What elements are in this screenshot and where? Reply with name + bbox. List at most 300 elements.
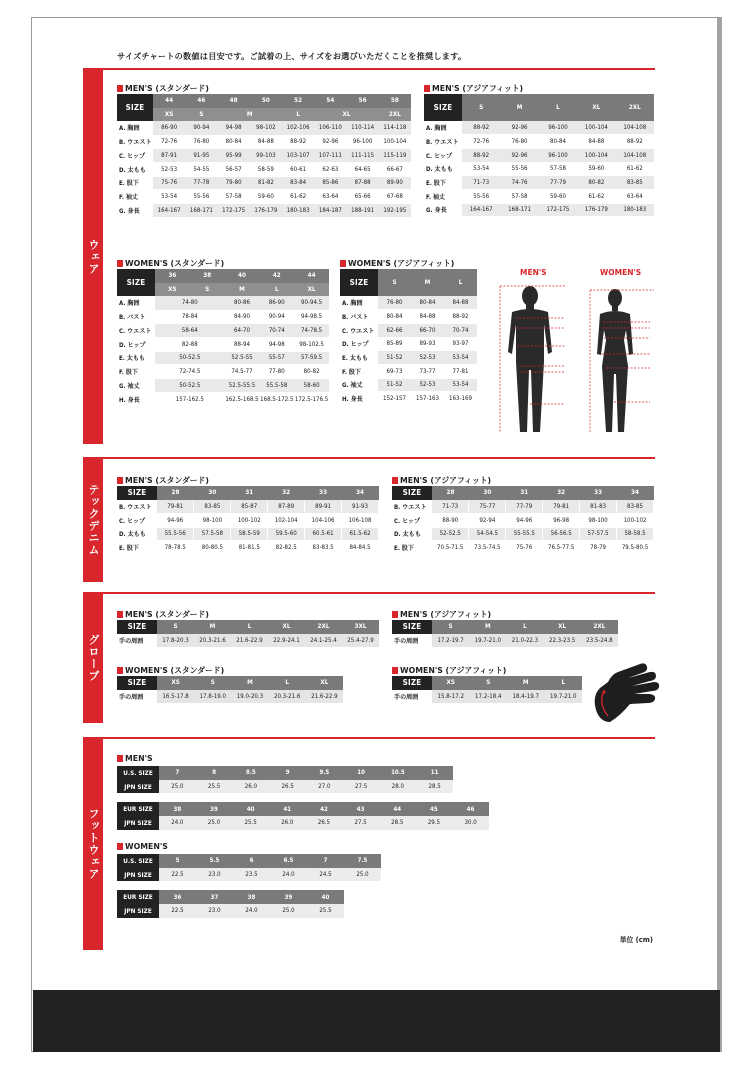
table-cell: 81-81.5	[231, 541, 268, 555]
table-cell: 90-94.5	[294, 296, 329, 310]
table-cell: 84-90	[225, 310, 260, 324]
table-row	[392, 690, 582, 704]
table-cell: 8	[196, 766, 233, 780]
table-row	[424, 135, 654, 149]
table-cell: 80-84	[539, 135, 577, 149]
table-cell: 23.5-24.8	[581, 634, 618, 648]
table-cell: 55-56	[185, 190, 217, 204]
row-label: D. 太もも	[119, 531, 146, 539]
table-cell: 115-119	[379, 149, 411, 163]
size-letter: XS	[153, 108, 185, 122]
table-cell: 180-183	[616, 203, 654, 217]
table-cell: 24.1-25.4	[305, 634, 342, 648]
table-cell: 43	[342, 802, 379, 816]
table-cell: 99-103	[250, 149, 282, 163]
size-number: 50	[250, 94, 282, 108]
table-cell: 114-118	[379, 121, 411, 135]
table-cell: 65-66	[347, 190, 379, 204]
table-cell: 79-81	[157, 500, 194, 514]
row-label: H. 身長	[342, 396, 363, 404]
table-cell: 30.0	[452, 816, 489, 830]
row-label: D. 太もも	[426, 166, 453, 174]
table-cell: 26.0	[233, 780, 270, 794]
table-cell: 84-84.5	[342, 541, 379, 555]
table-cell: 71-73	[462, 176, 500, 190]
table-cell: 28.5	[416, 780, 453, 794]
table-cell: 104-108	[616, 121, 654, 135]
table-cell: 26.5	[306, 816, 343, 830]
row-label: E. 股下	[119, 180, 139, 188]
table-cell: 94-98	[259, 337, 294, 351]
table-cell: 52-53	[153, 162, 185, 176]
section-divider	[83, 592, 655, 594]
size-letter: 2XL	[379, 108, 411, 122]
table-cell: 100-104	[577, 148, 615, 162]
denim-men-asia-block	[392, 475, 654, 555]
row-label: E. 太もも	[342, 355, 369, 363]
header-row	[424, 94, 654, 121]
table-cell: 80-82	[294, 365, 329, 379]
header-row	[117, 269, 329, 283]
table-cell: 27.0	[306, 780, 343, 794]
size-column-header: 2XL	[305, 620, 342, 634]
row-label: E. 股下	[119, 545, 139, 553]
table-cell: 172.5-176.5	[294, 392, 329, 406]
table-cell: 176-179	[577, 203, 615, 217]
table-row	[117, 527, 379, 541]
row-label: D. ヒップ	[119, 341, 146, 349]
size-header: SIZE	[117, 620, 157, 634]
table-cell: 24.5	[307, 868, 344, 882]
notice-text: サイズチャートの数値は目安です。ご試着の上、サイズをお選びいただくことを推奨します。	[117, 51, 467, 61]
table-cell: 18.4-19.7	[507, 690, 545, 704]
table-cell: 98-100	[580, 513, 617, 527]
table-cell: 111-115	[347, 149, 379, 163]
size-column-header: 28	[157, 486, 194, 500]
row-label: U.S. SIZE	[117, 854, 159, 868]
table-cell: 91-95	[185, 149, 217, 163]
table-cell: 92-96	[314, 135, 346, 149]
wear-women-asia-table	[340, 269, 477, 406]
size-column-header: 34	[617, 486, 654, 500]
table-row	[392, 500, 654, 514]
footer-bar	[33, 990, 720, 1052]
row-label: H. 身長	[119, 396, 140, 404]
size-letter: XS	[155, 283, 190, 297]
table-cell: 17.2-19.7	[432, 634, 469, 648]
table-cell: 87-89	[268, 500, 305, 514]
size-number: 58	[379, 94, 411, 108]
table-cell: 22.9-24.1	[268, 634, 305, 648]
table-cell: 76-80	[185, 135, 217, 149]
table-cell: 80-82	[577, 176, 615, 190]
table-cell: 27.5	[343, 780, 380, 794]
row-label: B. ウエスト	[119, 503, 152, 511]
size-row	[117, 766, 453, 780]
table-cell: 61.5-62	[342, 527, 379, 541]
table-cell: 22.3-23.5	[544, 634, 581, 648]
size-number: 42	[259, 269, 294, 283]
table-cell: 184-187	[314, 204, 346, 218]
size-letter: M	[225, 283, 260, 297]
row-label: E. 太もも	[119, 355, 146, 363]
table-cell: 60-61	[282, 162, 314, 176]
table-cell: 63-64	[616, 189, 654, 203]
table-row	[392, 541, 654, 555]
table-cell: 88-92	[282, 135, 314, 149]
table-cell: 77-78	[185, 176, 217, 190]
table-cell: 164-167	[153, 204, 185, 218]
size-number: 48	[218, 94, 250, 108]
row-label: A. 胸囲	[426, 125, 447, 133]
table-cell: 50-52.5	[155, 351, 225, 365]
table-cell: 55-57	[259, 351, 294, 365]
table-cell: 59.5-60	[268, 527, 305, 541]
table-row	[117, 310, 329, 324]
table-row	[117, 541, 379, 555]
table-cell: 96-100	[539, 121, 577, 135]
glove-men-asia-table	[392, 620, 618, 647]
section-divider	[83, 737, 655, 739]
size-letter: XL	[314, 108, 379, 122]
table-cell: 52.5-55	[225, 351, 260, 365]
table-cell: 85-87	[231, 500, 268, 514]
sidebar-wear: ウェア	[83, 69, 103, 444]
table-cell: 24.0	[270, 868, 307, 882]
table-cell: 104-106	[305, 513, 342, 527]
table-cell: 77-79	[539, 176, 577, 190]
table-cell: 22.5	[159, 904, 196, 918]
table-row	[117, 351, 329, 365]
table-cell: 10.5	[380, 766, 417, 780]
table-cell: 23.5	[233, 868, 270, 882]
table-cell: 78-79	[580, 541, 617, 555]
table-cell: 25.0	[344, 868, 381, 882]
size-letter: S	[190, 283, 225, 297]
table-cell: 20.3-21.6	[269, 690, 306, 704]
table-cell: 106-110	[314, 121, 346, 135]
figure-label-men: MEN'S	[520, 268, 547, 277]
table-cell: 38	[233, 890, 270, 904]
size-column-header: M	[507, 676, 545, 690]
table-cell: 78-84	[155, 310, 225, 324]
table-cell: 60.5-61	[305, 527, 342, 541]
table-cell: 19.7-21.0	[545, 690, 583, 704]
size-header: SIZE	[117, 486, 157, 500]
size-number: 40	[225, 269, 260, 283]
block-title: MEN'S (スタンダード)	[117, 609, 379, 620]
size-column-header: 33	[580, 486, 617, 500]
table-cell: 94-98.5	[294, 310, 329, 324]
table-cell: 93-97	[444, 337, 477, 351]
table-cell: 38	[159, 802, 196, 816]
size-column-header: M	[500, 94, 538, 121]
wear-women-std-table	[117, 269, 329, 406]
footwear-men-title: MEN'S	[117, 753, 489, 764]
footwear-men-eur-table	[117, 802, 489, 829]
table-cell: 168.5-172.5	[259, 392, 294, 406]
table-cell: 17.8-20.3	[157, 634, 194, 648]
table-cell: 86-90	[153, 121, 185, 135]
block-title: WOMEN'S (アジアフィット)	[392, 665, 582, 676]
table-cell: 100-104	[577, 121, 615, 135]
footwear-women-eur-table	[117, 890, 344, 917]
table-cell: 98-100	[194, 513, 231, 527]
table-row	[340, 378, 477, 392]
table-cell: 25.0	[196, 816, 233, 830]
size-letter: L	[282, 108, 314, 122]
table-cell: 53-54	[444, 378, 477, 392]
table-cell: 59-60	[539, 189, 577, 203]
table-cell: 82-88	[155, 337, 225, 351]
row-label: E. 股下	[394, 545, 414, 553]
row-label: EUR SIZE	[117, 802, 159, 816]
table-cell: 61-62	[616, 162, 654, 176]
table-cell: 51-52	[378, 351, 411, 365]
table-cell: 23.0	[196, 904, 233, 918]
row-label: 手の周囲	[119, 694, 144, 702]
table-cell: 5.5	[196, 854, 233, 868]
table-cell: 102-106	[282, 121, 314, 135]
denim-men-std-table	[117, 486, 379, 555]
size-column-header: L	[539, 94, 577, 121]
wear-women-asia-block	[340, 258, 477, 406]
size-column-header: 31	[231, 486, 268, 500]
sidebar-denim: テックデニム	[83, 458, 103, 582]
table-cell: 41	[269, 802, 306, 816]
table-cell: 9	[269, 766, 306, 780]
table-cell: 75-76	[153, 176, 185, 190]
size-row	[117, 854, 381, 868]
table-cell: 39	[270, 890, 307, 904]
body-measurement-figure	[490, 282, 658, 440]
table-cell: 92-96	[500, 148, 538, 162]
table-cell: 70.5-71.5	[432, 541, 469, 555]
table-cell: 58.5-59	[231, 527, 268, 541]
table-cell: 92-96	[500, 121, 538, 135]
row-label: U.S. SIZE	[117, 766, 159, 780]
table-cell: 44	[379, 802, 416, 816]
table-cell: 57.5-58	[194, 527, 231, 541]
table-cell: 88-92	[462, 148, 500, 162]
size-column-header: 32	[268, 486, 305, 500]
size-header: SIZE	[392, 620, 432, 634]
table-cell: 73-77	[411, 364, 444, 378]
table-cell: 46	[452, 802, 489, 816]
table-cell: 15.8-17.2	[432, 690, 470, 704]
size-row	[117, 890, 344, 904]
table-cell: 74-76	[500, 176, 538, 190]
row-label: C. ヒップ	[426, 152, 453, 160]
table-row	[117, 365, 329, 379]
table-row	[392, 513, 654, 527]
table-cell: 23.0	[196, 868, 233, 882]
header-row	[392, 620, 618, 634]
block-title: WOMEN'S (スタンダード)	[117, 665, 343, 676]
table-row	[117, 135, 411, 149]
size-letter: L	[259, 283, 294, 297]
block-title: MEN'S (アジアフィット)	[392, 609, 618, 620]
table-cell: 52-53	[411, 378, 444, 392]
glove-women-asia-block	[392, 665, 582, 703]
row-label: B. バスト	[119, 314, 146, 322]
table-row	[424, 176, 654, 190]
table-row	[424, 203, 654, 217]
size-header: SIZE	[117, 94, 153, 121]
table-cell: 11	[416, 766, 453, 780]
table-cell: 29.5	[416, 816, 453, 830]
size-column-header: XL	[544, 620, 581, 634]
table-cell: 83-84	[282, 176, 314, 190]
table-cell: 100-104	[379, 135, 411, 149]
table-cell: 7	[307, 854, 344, 868]
table-cell: 79-80	[218, 176, 250, 190]
row-label: C. ウエスト	[119, 328, 152, 336]
footwear-women-title: WOMEN'S	[117, 841, 381, 852]
size-column-header: S	[470, 676, 508, 690]
row-label: C. ウエスト	[342, 327, 375, 335]
table-cell: 54-54.5	[469, 527, 506, 541]
table-cell: 73.5-74.5	[469, 541, 506, 555]
table-row	[117, 337, 329, 351]
row-label: C. ヒップ	[119, 153, 146, 161]
table-row	[117, 162, 411, 176]
jpn-row	[117, 904, 344, 918]
block-title: MEN'S (スタンダード)	[117, 475, 379, 486]
table-cell: 74-78.5	[294, 324, 329, 338]
wear-men-std-table	[117, 94, 411, 218]
size-column-header: 30	[469, 486, 506, 500]
table-row	[117, 392, 329, 406]
row-label: D. 太もも	[394, 531, 421, 539]
table-cell: 52-52.5	[432, 527, 469, 541]
sidebar-footwear: フットウェア	[83, 738, 103, 950]
size-column-header: 30	[194, 486, 231, 500]
table-cell: 100-102	[231, 513, 268, 527]
row-label: EUR SIZE	[117, 890, 159, 904]
table-cell: 53-54	[444, 351, 477, 365]
size-column-header: S	[432, 620, 469, 634]
glove-men-std-table	[117, 620, 379, 647]
unit-note: 単位 (cm)	[619, 936, 653, 944]
table-cell: 26.5	[269, 780, 306, 794]
table-cell: 74-80	[155, 296, 225, 310]
size-letter: M	[218, 108, 283, 122]
table-cell: 80-80.5	[194, 541, 231, 555]
table-row	[117, 634, 379, 648]
table-cell: 85-89	[378, 337, 411, 351]
table-cell: 59-60	[577, 162, 615, 176]
table-cell: 81-83	[580, 500, 617, 514]
table-cell: 176-179	[250, 204, 282, 218]
table-cell: 22.5	[159, 868, 196, 882]
header-row	[117, 620, 379, 634]
table-cell: 57-58	[500, 189, 538, 203]
table-row	[117, 121, 411, 135]
table-cell: 83-85	[194, 500, 231, 514]
table-cell: 79.5-80.5	[617, 541, 654, 555]
table-cell: 27.5	[342, 816, 379, 830]
table-cell: 168-171	[185, 204, 217, 218]
size-header: SIZE	[340, 269, 378, 296]
table-cell: 77-80	[259, 365, 294, 379]
size-number: 44	[153, 94, 185, 108]
table-cell: 25.5	[307, 904, 344, 918]
table-cell: 96-100	[539, 148, 577, 162]
table-cell: 82-82.5	[268, 541, 305, 555]
table-cell: 28.0	[380, 780, 417, 794]
wear-women-std-block	[117, 258, 329, 406]
table-cell: 76.5-77.5	[543, 541, 580, 555]
size-column-header: M	[469, 620, 506, 634]
table-cell: 24.0	[159, 816, 196, 830]
table-cell: 66-67	[379, 162, 411, 176]
sidebar-glove: グローブ	[83, 593, 103, 723]
table-cell: 21.6-22.9	[231, 634, 268, 648]
table-cell: 55.5-56	[157, 527, 194, 541]
table-cell: 57-58	[218, 190, 250, 204]
wear-men-std-block	[117, 83, 411, 218]
table-cell: 28.5	[379, 816, 416, 830]
table-cell: 89-91	[305, 500, 342, 514]
row-label: B. バスト	[342, 314, 369, 322]
footwear-men-block	[117, 753, 489, 830]
size-column-header: S	[157, 620, 194, 634]
size-column-header: 34	[342, 486, 379, 500]
row-label: B. ウエスト	[119, 139, 152, 147]
table-cell: 172-175	[218, 204, 250, 218]
size-number: 36	[155, 269, 190, 283]
table-cell: 55-56	[462, 189, 500, 203]
row-label: 手の周囲	[119, 638, 144, 646]
table-row	[117, 324, 329, 338]
table-cell: 84-88	[577, 135, 615, 149]
table-cell: 86-90	[259, 296, 294, 310]
table-cell: 92-94	[469, 513, 506, 527]
table-cell: 50-52.5	[155, 379, 225, 393]
row-label: C. ヒップ	[394, 517, 421, 525]
table-cell: 98-102.5	[294, 337, 329, 351]
table-cell: 110-114	[347, 121, 379, 135]
row-label: B. ウエスト	[426, 139, 459, 147]
table-cell: 96-100	[347, 135, 379, 149]
row-label: F. 袖丈	[426, 193, 446, 201]
table-cell: 37	[196, 890, 233, 904]
size-column-header: 2XL	[616, 94, 654, 121]
header-row	[117, 486, 379, 500]
table-row	[392, 634, 618, 648]
row-label: JPN SIZE	[117, 904, 159, 918]
table-cell: 89-93	[411, 337, 444, 351]
block-title: WOMEN'S (スタンダード)	[117, 258, 329, 269]
size-number: 44	[294, 269, 329, 283]
size-column-header: M	[231, 676, 268, 690]
table-cell: 94-96	[157, 513, 194, 527]
table-row	[340, 351, 477, 365]
size-column-header: 3XL	[342, 620, 379, 634]
size-column-header: S	[194, 676, 231, 690]
size-column-header: XL	[268, 620, 305, 634]
size-column-header: L	[506, 620, 543, 634]
table-row	[117, 379, 329, 393]
size-column-header: 32	[543, 486, 580, 500]
size-header: SIZE	[117, 269, 155, 296]
size-header: SIZE	[392, 486, 432, 500]
footwear-women-us-table	[117, 854, 381, 881]
table-cell: 168-171	[500, 203, 538, 217]
table-cell: 58-60	[294, 379, 329, 393]
row-label: A. 胸囲	[342, 300, 363, 308]
